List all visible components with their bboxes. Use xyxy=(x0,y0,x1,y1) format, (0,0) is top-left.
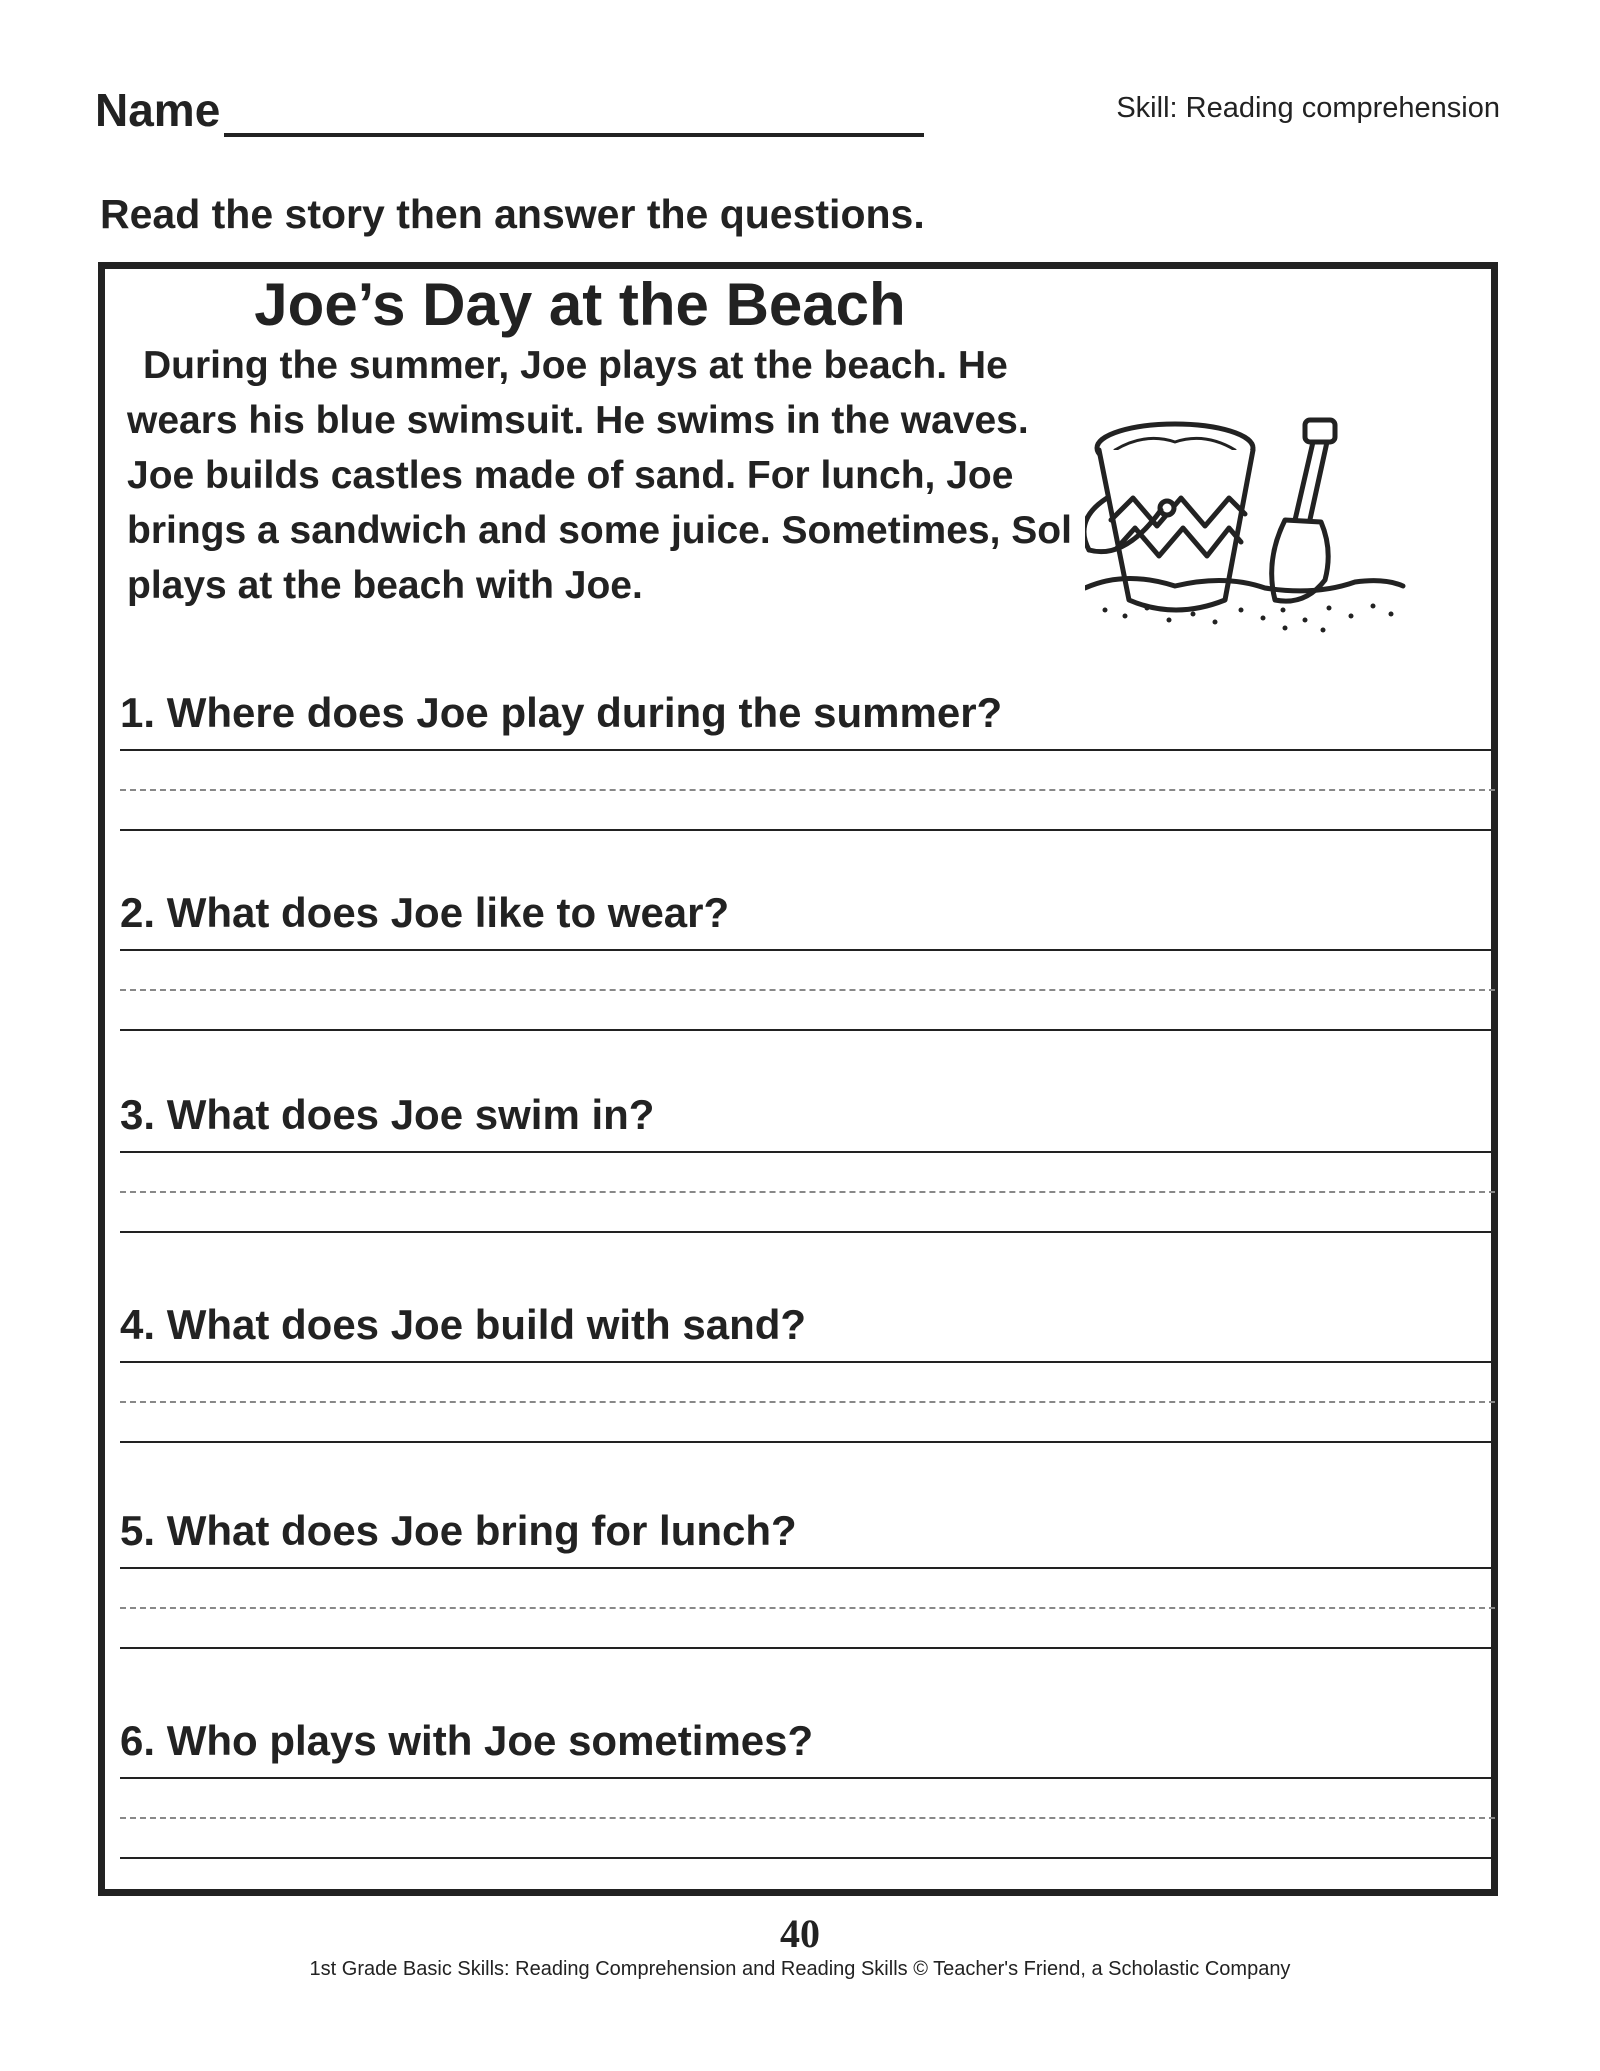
answer-line-top[interactable] xyxy=(120,1567,1495,1569)
sand-bucket-and-shovel-icon xyxy=(1085,410,1410,640)
answer-line-top[interactable] xyxy=(120,949,1495,951)
name-label: Name xyxy=(95,84,221,136)
question-text: 2. What does Joe like to wear? xyxy=(120,889,730,936)
skill-label: Skill: Reading comprehension xyxy=(1116,92,1500,124)
answer-line-dashed[interactable] xyxy=(120,989,1495,991)
question-text: 5. What does Joe bring for lunch? xyxy=(120,1507,797,1554)
answer-line-top[interactable] xyxy=(120,1151,1495,1153)
question-text: 3. What does Joe swim in? xyxy=(120,1091,655,1138)
answer-line-dashed[interactable] xyxy=(120,1607,1495,1609)
page-number: 40 xyxy=(780,1911,820,1956)
answer-line-top[interactable] xyxy=(120,1361,1495,1363)
question-2 xyxy=(120,888,1495,1058)
answer-line-bottom[interactable] xyxy=(120,1441,1495,1443)
story-title: Joe’s Day at the Beach xyxy=(254,271,906,338)
question-3 xyxy=(120,1090,1495,1260)
answer-line-bottom[interactable] xyxy=(120,1857,1495,1859)
question-text: 6. Who plays with Joe sometimes? xyxy=(120,1717,814,1764)
answer-line-dashed[interactable] xyxy=(120,1817,1495,1819)
answer-line-top[interactable] xyxy=(120,1777,1495,1779)
answer-line-bottom[interactable] xyxy=(120,829,1495,831)
answer-line-bottom[interactable] xyxy=(120,1029,1495,1031)
question-5 xyxy=(120,1506,1495,1676)
answer-line-bottom[interactable] xyxy=(120,1231,1495,1233)
question-1 xyxy=(120,688,1495,858)
footer-credit: 1st Grade Basic Skills: Reading Comprehension and Reading Skills © Teacher's Friend, a Scholastic Company xyxy=(309,1958,1291,1980)
answer-line-bottom[interactable] xyxy=(120,1647,1495,1649)
name-answer-line[interactable] xyxy=(224,133,924,137)
question-6 xyxy=(120,1716,1495,1886)
answer-line-dashed[interactable] xyxy=(120,1401,1495,1403)
question-text: 1. Where does Joe play during the summer? xyxy=(120,689,1003,736)
instructions: Read the story then answer the questions. xyxy=(100,191,925,237)
story-text: During the summer, Joe plays at the beach. He wears his blue swimsuit. He swims in the waves. Joe builds castles made of sand. For lunch, Joe brings a sandwich and some juice. Sometimes, Sol plays at the beach with Joe. xyxy=(127,344,1072,607)
answer-line-top[interactable] xyxy=(120,749,1495,751)
answer-line-dashed[interactable] xyxy=(120,789,1495,791)
question-4 xyxy=(120,1300,1495,1470)
question-text: 4. What does Joe build with sand? xyxy=(120,1301,807,1348)
answer-line-dashed[interactable] xyxy=(120,1191,1495,1193)
